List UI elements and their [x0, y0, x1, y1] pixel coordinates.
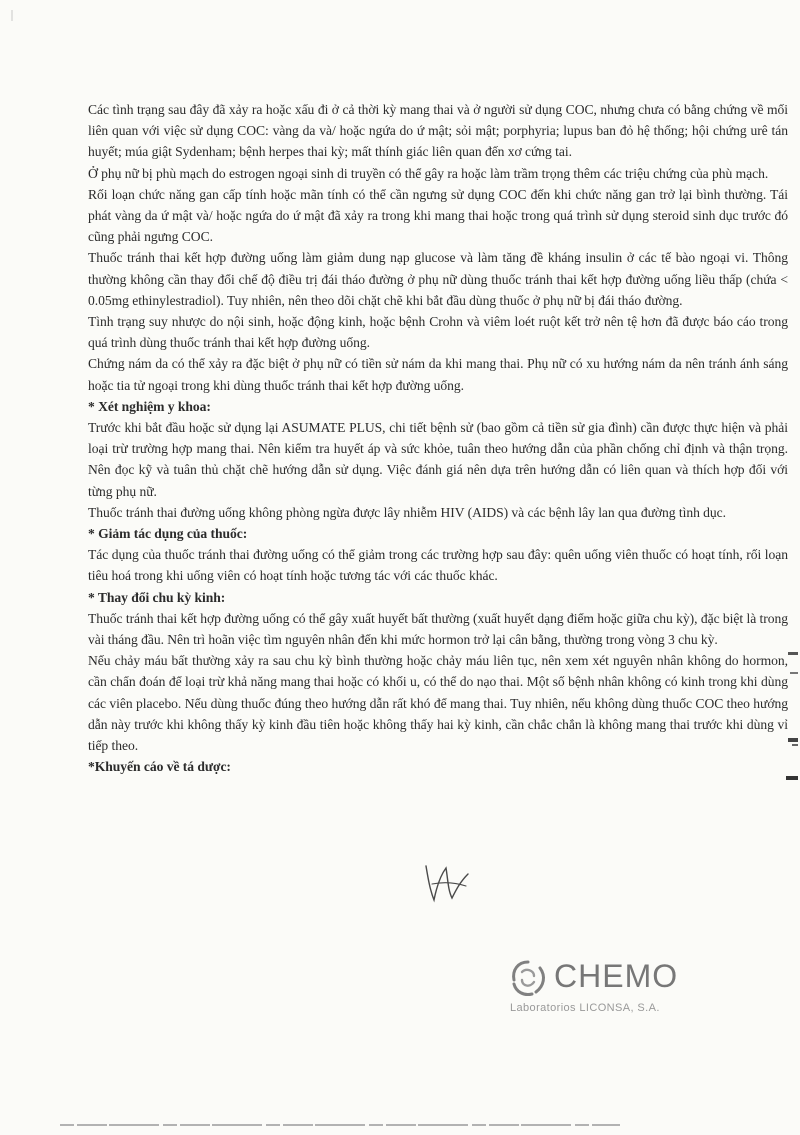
paragraph-irregular-bleeding: Thuốc tránh thai kết hợp đường uống có thể gây xuất huyết bất thường (xuất huyết dạng điểm hoặc giữa chu kỳ), đặc biệt là trong vài tháng đầu. Nên trì hoãn việc tìm nguyên nhân đến khi mức hormon trở lại cân bằng, thường trong vòng 3 chu kỳ. [88, 610, 788, 648]
paragraph-angioedema: Ở phụ nữ bị phù mạch do estrogen ngoại sinh di truyền có thể gây ra hoặc làm trầm trọng thêm các triệu chứng của phù mạch. [88, 165, 769, 181]
paragraph-glucose: Thuốc tránh thai kết hợp đường uống làm giảm dung nạp glucose và làm tăng đề kháng insulin ở các tế bào ngoại vi. Thông thường không cần thay đổi chế độ điều trị đái tháo đường ở phụ nữ dùng thuốc tránh thai kết hợp đường uống liều thấp (chứa < 0.05mg ethinylestradiol). Tuy nhiên, nên theo dõi chặt chẽ khi bắt đầu dùng thuốc ở phụ nữ bị đái tháo đường. [88, 250, 788, 308]
chemo-swirl-icon [508, 958, 548, 998]
heading-cycle-control: * Thay đổi chu kỳ kinh: [88, 589, 226, 605]
handwritten-signature [412, 860, 482, 910]
heading-medical-examination: * Xét nghiệm y khoa: [88, 398, 211, 414]
scan-bottom-edge [60, 1122, 620, 1128]
paragraph-chloasma: Chứng nám da có thể xảy ra đặc biệt ở phụ nữ có tiền sử nám da khi mang thai. Phụ nữ có xu hướng nám da nên tránh ánh sáng hoặc tia tử ngoại trong khi dùng thuốc tránh thai kết hợp đường uống. [88, 356, 788, 393]
company-stamp [508, 956, 688, 1026]
heading-reduced-efficacy: * Giảm tác dụng của thuốc: [88, 526, 248, 542]
heading-excipients: *Khuyến cáo về tá dược: [88, 759, 231, 775]
paragraph-medical-history: Trước khi bắt đầu hoặc sử dụng lại ASUMATE PLUS, chi tiết bệnh sử (bao gồm cả tiền sử gia đình) cần được thực hiện và phải loại trừ trường hợp mang thai. Nên kiểm tra huyết áp và sức khỏe, tuân theo hướng dẫn của phần chống chỉ định và thận trọng. Nên đọc kỹ và tuân thủ chặt chẽ hướng dẫn sử dụng. Việc đánh giá nên dựa trên hướng dẫn có liên quan và thích hợp đối với từng phụ nữ. [88, 420, 788, 499]
company-subtitle: Laboratorios LICONSA, S.A. [510, 1002, 660, 1014]
paragraph-bleeding-causes: Nếu chảy máu bất thường xảy ra sau chu kỳ bình thường hoặc chảy máu liên tục, nên xem xét nguyên nhân không do hormon, cần chẩn đoán để loại trừ khả năng mang thai hoặc có khối u, có thể do nạo thai. Một số bệnh nhân không có kinh trong khi dùng các viên placebo. Nếu dùng thuốc đúng theo hướng dẫn rất khó để mang thai. Tuy nhiên, nếu không dùng thuốc COC theo hướng dẫn này trước khi không thấy kỳ kinh đầu tiên hoặc không thấy hai kỳ kinh, cần chắc chắn là không mang thai trước khi dùng vỉ tiếp theo. [88, 653, 788, 754]
paragraph-reduced-efficacy: Tác dụng của thuốc tránh thai đường uống có thể giảm trong các trường hợp sau đây: quên uống viên thuốc có hoạt tính, rối loạn tiêu hoá trong khi uống viên có hoạt tính hoặc tương tác với các thuốc khác. [88, 547, 788, 584]
document-body [88, 99, 788, 778]
scan-corner-mark [7, 9, 17, 23]
scan-edge-marks [776, 640, 800, 790]
paragraph-hiv: Thuốc tránh thai đường uống không phòng ngừa được lây nhiễm HIV (AIDS) và các bệnh lây lan qua đường tình dục. [88, 504, 726, 520]
paragraph-liver-function: Rối loạn chức năng gan cấp tính hoặc mãn tính có thể cần ngưng sử dụng COC đến khi chức năng gan trở lại bình thường. Tái phát vàng da ứ mật và/ hoặc ngứa do ứ mật đã xảy ra trong khi mang thai hoặc trong quá trình sử dụng steroid sinh dục trước đó cũng phải ngưng COC. [88, 186, 788, 245]
paragraph-pregnancy-conditions: Các tình trạng sau đây đã xảy ra hoặc xấu đi ở cả thời kỳ mang thai và ở người sử dụng COC, nhưng chưa có bằng chứng về mối liên quan với việc sử dụng COC: vàng da và/ hoặc ngứa do ứ mật; sỏi mật; porphyria; lupus ban đỏ hệ thống; hội chứng urê tán huyết; múa giật Sydenham; bệnh herpes thai kỳ; mất thính giác liên quan đến xơ cứng tai. [88, 102, 788, 160]
company-name: CHEMO [554, 958, 679, 994]
paragraph-crohn: Tình trạng suy nhược do nội sinh, hoặc động kinh, hoặc bệnh Crohn và viêm loét ruột kết trở nên tệ hơn đã được báo cáo trong quá trình dùng thuốc tránh thai kết hợp đường uống. [88, 314, 788, 351]
